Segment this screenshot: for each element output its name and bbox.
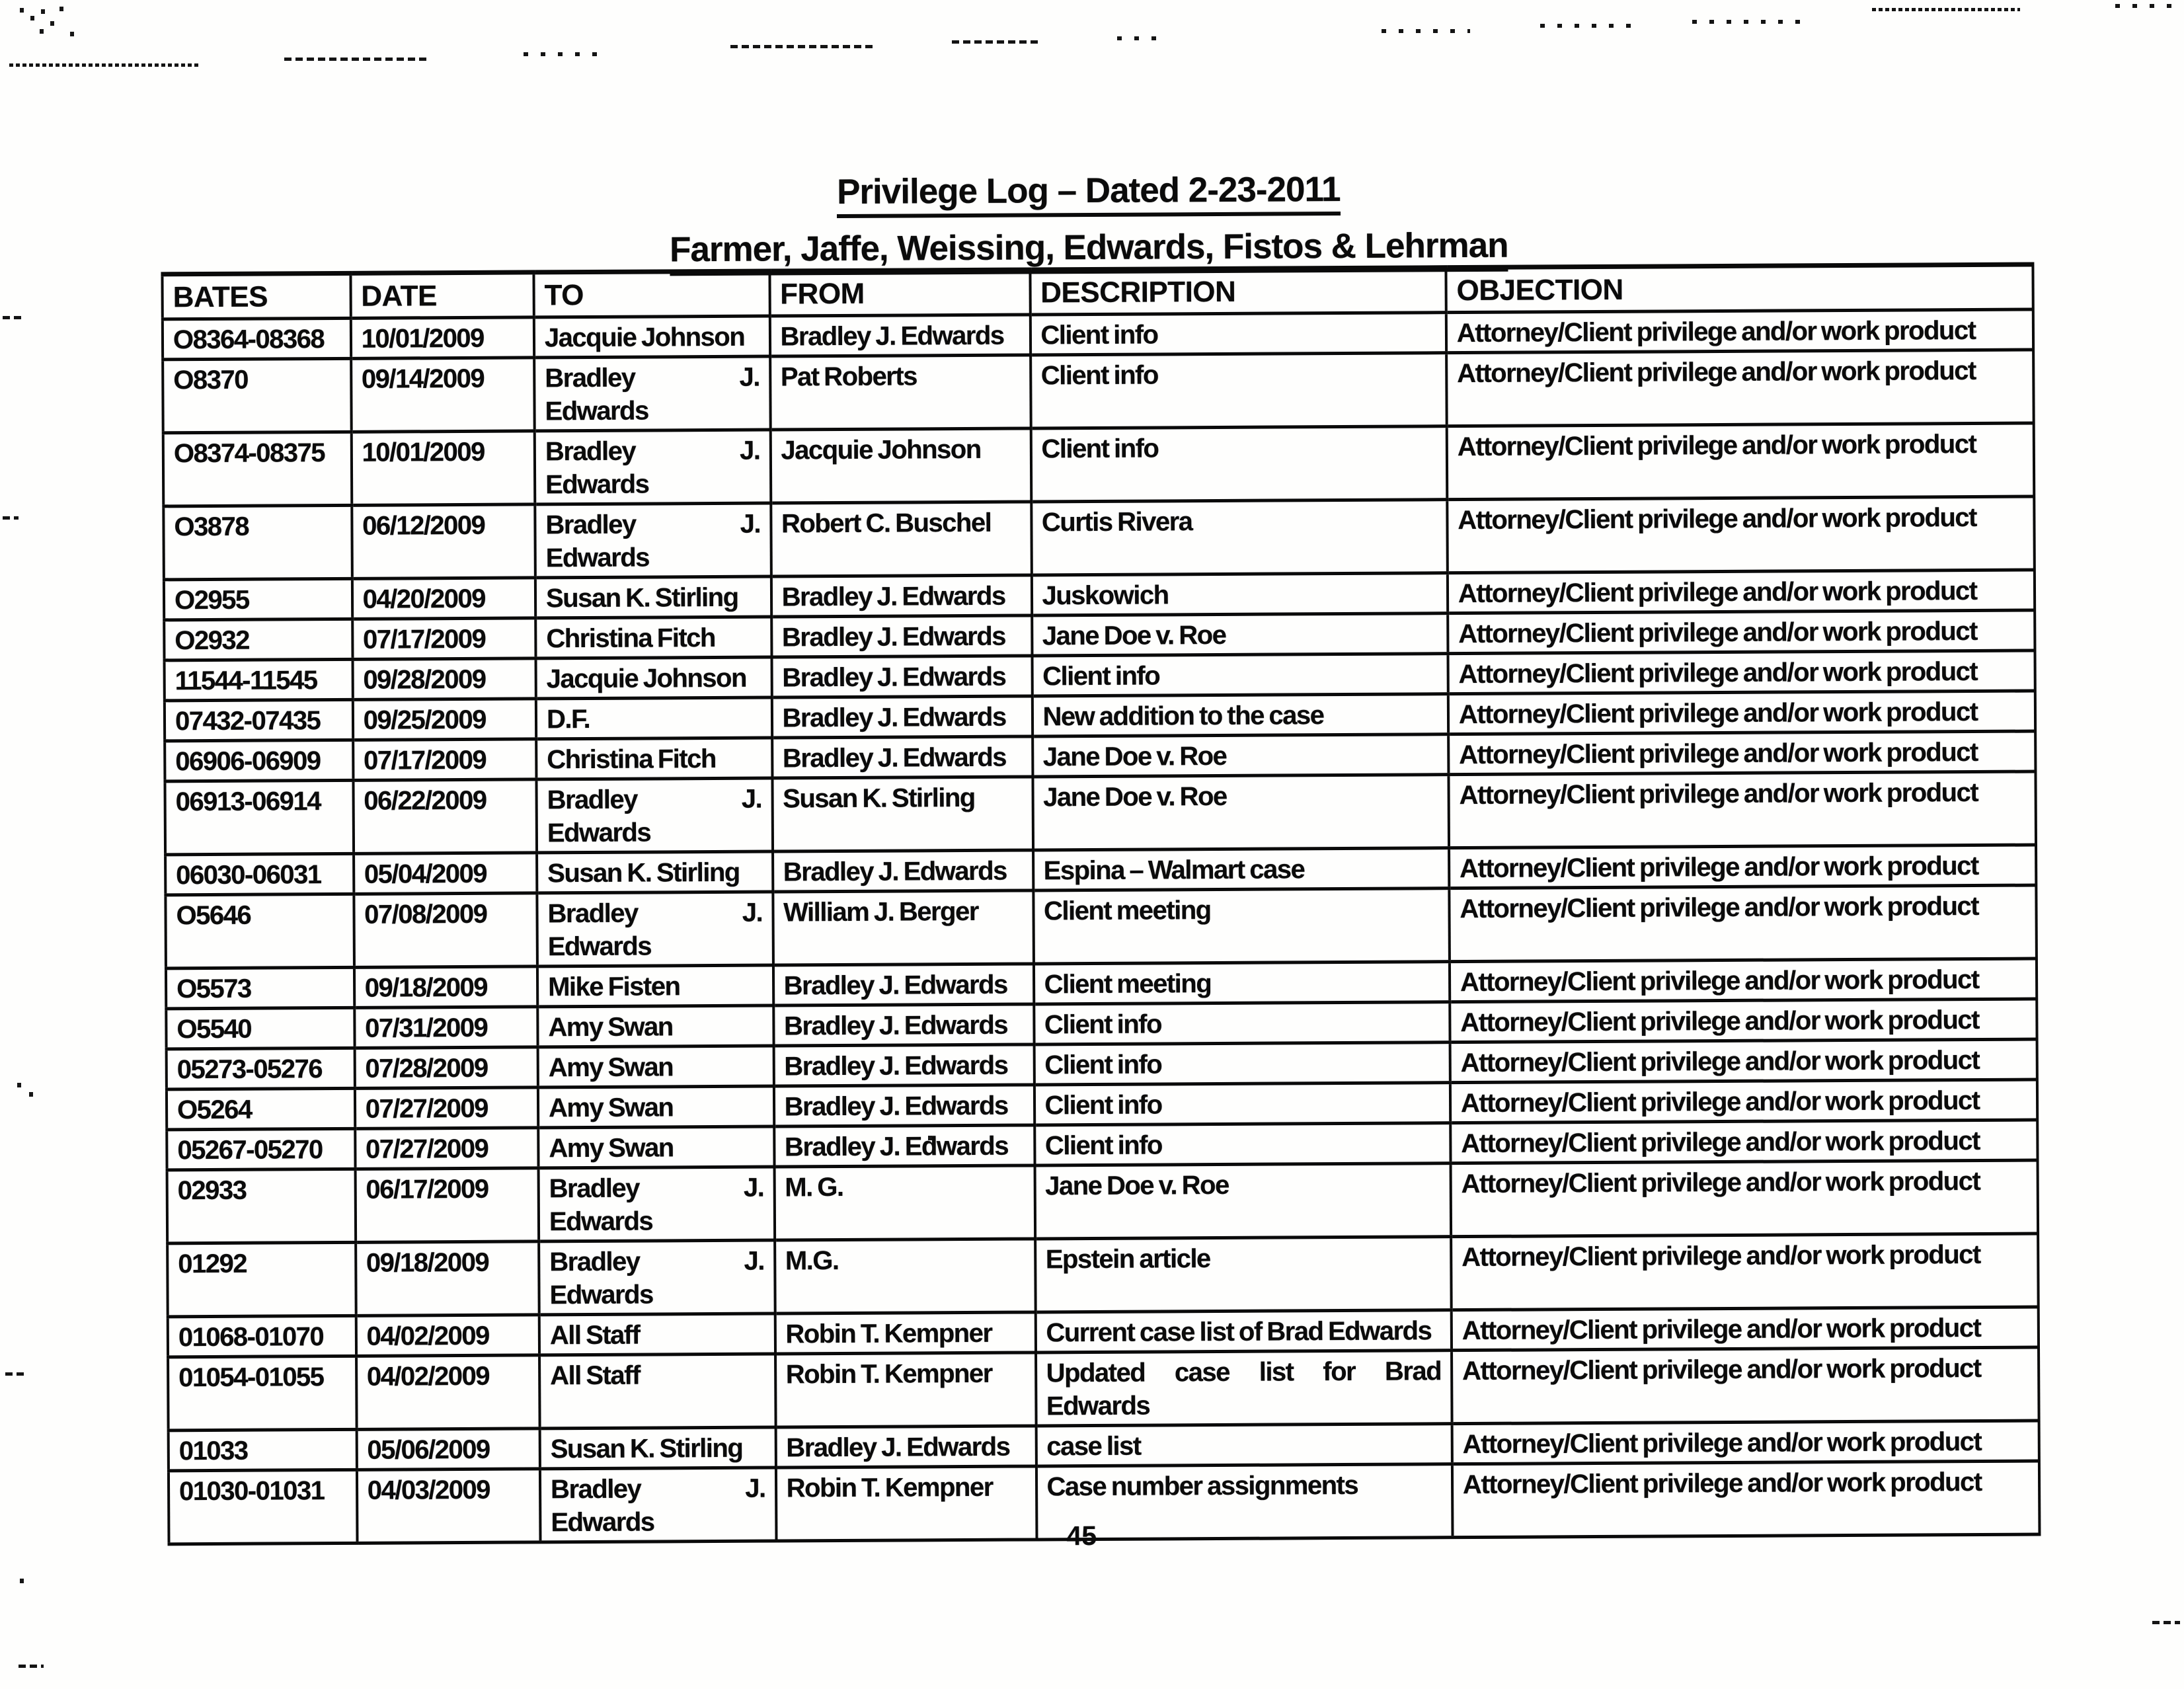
table-row <box>169 1461 2040 1544</box>
cell-date: 07/28/2009 <box>354 1047 538 1088</box>
cell-description: Client info <box>1031 426 1447 502</box>
cell-from: Robin T. Kempner <box>775 1312 1035 1354</box>
cell-date: 07/08/2009 <box>354 893 537 967</box>
cell-to: Amy Swan <box>537 1005 773 1047</box>
cell-to: Bradley J. Edwards <box>537 892 773 966</box>
cell-bates: 01033 <box>169 1429 357 1470</box>
cell-date: 05/06/2009 <box>356 1429 540 1470</box>
cell-to: Jacquie Johnson <box>536 657 772 699</box>
cell-objection: Attorney/Client privilege and/or work product <box>1450 999 2037 1042</box>
cell-description: Case number assignments <box>1036 1464 1452 1540</box>
cell-description: Current case list of Brad Edwards <box>1035 1310 1452 1353</box>
table-row <box>167 1160 2039 1243</box>
cell-bates: 05273-05276 <box>167 1048 355 1089</box>
cell-date: 09/14/2009 <box>351 358 535 432</box>
cell-description: Client info <box>1032 654 1448 696</box>
cell-from: M.G. <box>775 1239 1035 1314</box>
cell-from: Bradley J. Edwards <box>769 315 1030 356</box>
column-header-from: FROM <box>769 270 1030 316</box>
cell-to: Christina Fitch <box>535 617 771 658</box>
cell-from: Bradley J. Edwards <box>771 656 1032 697</box>
cell-description: Jane Doe v. Roe <box>1034 1163 1451 1239</box>
cell-bates: O8374-08375 <box>163 432 352 506</box>
privilege-log-table <box>161 262 2041 1546</box>
cell-bates: 01054-01055 <box>168 1356 356 1430</box>
cell-description: Client info <box>1031 353 1447 428</box>
cell-bates: 01030-01031 <box>169 1470 357 1544</box>
cell-from: Bradley J. Edwards <box>773 1044 1034 1086</box>
cell-objection: Attorney/Client privilege and/or work product <box>1450 1120 2037 1163</box>
cell-to: Christina Fitch <box>536 738 772 779</box>
table-row <box>163 496 2035 580</box>
column-header-date: DATE <box>350 272 534 318</box>
cell-to: Susan K. Stirling <box>537 851 773 893</box>
cell-description: Espina – Walmart case <box>1033 848 1450 890</box>
cell-description: Curtis Rivera <box>1031 500 1448 575</box>
cell-objection: Attorney/Client privilege and/or work product <box>1448 691 2035 734</box>
cell-objection: Attorney/Client privilege and/or work product <box>1450 1080 2037 1123</box>
privilege-log-body <box>163 309 2040 1544</box>
cell-from: Robert C. Buschel <box>771 502 1031 576</box>
cell-from: Bradley J. Edwards <box>771 575 1031 617</box>
cell-bates: O5540 <box>166 1007 354 1048</box>
cell-objection: Attorney/Client privilege and/or work product <box>1448 610 2035 654</box>
cell-from: Robin T. Kempner <box>775 1353 1036 1427</box>
cell-date: 09/18/2009 <box>354 966 538 1007</box>
column-header-objection: OBJECTION <box>1446 264 2033 313</box>
cell-bates: O5646 <box>165 894 354 968</box>
table-row <box>165 885 2037 968</box>
cell-to: Amy Swan <box>538 1086 774 1128</box>
cell-from: M. G. <box>774 1165 1034 1240</box>
column-header-bates: BATES <box>162 273 350 319</box>
cell-from: Susan K. Stirling <box>772 777 1033 851</box>
cell-to: Susan K. Stirling <box>535 576 771 618</box>
cell-bates: 05267-05270 <box>167 1128 355 1169</box>
cell-objection: Attorney/Client privilege and/or work product <box>1452 1307 2039 1351</box>
cell-from: Jacquie Johnson <box>770 428 1031 503</box>
cell-bates: 02933 <box>167 1169 356 1243</box>
cell-from: Bradley J. Edwards <box>775 1426 1036 1468</box>
cell-objection: Attorney/Client privilege and/or work product <box>1450 1160 2038 1237</box>
cell-bates: O8370 <box>163 358 351 432</box>
cell-date: 07/27/2009 <box>355 1087 539 1128</box>
cell-description: Client info <box>1034 1042 1450 1085</box>
cell-date: 04/20/2009 <box>352 578 536 619</box>
cell-bates: 06913-06914 <box>165 780 353 854</box>
cell-date: 09/28/2009 <box>352 658 536 699</box>
table-row <box>168 1347 2039 1431</box>
table-row <box>165 771 2036 855</box>
cell-date: 07/27/2009 <box>355 1128 539 1169</box>
cell-from: Pat Roberts <box>770 355 1031 430</box>
cell-description: Updated case list for Brad Edwards <box>1036 1351 1452 1426</box>
cell-bates: O2932 <box>164 619 352 660</box>
cell-to: Bradley J. Edwards <box>539 1167 775 1241</box>
column-header-to: TO <box>533 271 769 317</box>
cell-date: 04/02/2009 <box>356 1355 540 1429</box>
document-subtitle: Farmer, Jaffe, Weissing, Edwards, Fistos & Lehrman <box>670 225 1508 276</box>
cell-description: Epstein article <box>1035 1237 1452 1312</box>
cell-date: 06/17/2009 <box>355 1168 539 1242</box>
cell-date: 10/01/2009 <box>351 431 535 505</box>
cell-description: Jane Doe v. Roe <box>1033 734 1449 777</box>
document-title-line <box>0 165 2181 222</box>
cell-objection: Attorney/Client privilege and/or work product <box>1446 309 2033 353</box>
cell-to: All Staff <box>539 1354 775 1429</box>
cell-date: 07/17/2009 <box>352 618 536 659</box>
cell-bates: 01292 <box>167 1242 356 1316</box>
cell-objection: Attorney/Client privilege and/or work product <box>1450 1039 2037 1083</box>
table-row <box>163 350 2034 433</box>
cell-from: Bradley J. Edwards <box>774 1085 1034 1126</box>
cell-objection: Attorney/Client privilege and/or work product <box>1452 1461 2040 1538</box>
cell-to: Bradley J. Edwards <box>536 778 772 853</box>
cell-date: 07/17/2009 <box>353 739 537 780</box>
cell-bates: O5573 <box>166 967 354 1008</box>
cell-bates: 01068-01070 <box>168 1316 356 1356</box>
cell-to: Mike Fisten <box>537 965 773 1007</box>
cell-to: Jacquie Johnson <box>534 316 770 358</box>
cell-bates: O8364-08368 <box>163 318 351 359</box>
cell-to: Bradley J. Edwards <box>534 356 770 431</box>
cell-from: Bradley J. Edwards <box>774 1125 1034 1167</box>
cell-date: 04/02/2009 <box>356 1315 539 1356</box>
cell-to: D.F. <box>536 697 772 739</box>
cell-date: 09/18/2009 <box>356 1241 539 1316</box>
cell-objection: Attorney/Client privilege and/or work product <box>1447 423 2035 500</box>
cell-date: 06/12/2009 <box>352 504 535 578</box>
cell-description: Client info <box>1034 1083 1450 1125</box>
cell-to: Amy Swan <box>538 1046 774 1087</box>
cell-description: case list <box>1036 1424 1452 1466</box>
cell-date: 09/25/2009 <box>353 699 537 740</box>
cell-to: Amy Swan <box>538 1126 774 1168</box>
cell-objection: Attorney/Client privilege and/or work product <box>1448 650 2035 694</box>
cell-bates: 06906-06909 <box>165 740 353 781</box>
cell-date: 07/31/2009 <box>354 1007 538 1048</box>
cell-objection: Attorney/Client privilege and/or work product <box>1446 350 2034 426</box>
cell-bates: 07432-07435 <box>165 699 353 740</box>
cell-bates: 11544-11545 <box>165 659 353 700</box>
cell-description: Client meeting <box>1033 888 1450 964</box>
cell-from: William J. Berger <box>773 890 1033 965</box>
cell-description: New addition to the case <box>1032 694 1448 736</box>
cell-description: Client info <box>1030 313 1446 355</box>
cell-from: Bradley J. Edwards <box>771 615 1032 657</box>
cell-bates: O2955 <box>164 578 352 619</box>
cell-description: Client info <box>1034 1002 1450 1044</box>
cell-date: 10/01/2009 <box>351 317 535 358</box>
cell-objection: Attorney/Client privilege and/or work product <box>1448 771 2036 848</box>
cell-from: Bradley J. Edwards <box>772 736 1033 778</box>
cell-objection: Attorney/Client privilege and/or work product <box>1450 959 2037 1002</box>
cell-to: Bradley J. Edwards <box>540 1468 776 1542</box>
cell-objection: Attorney/Client privilege and/or work product <box>1449 885 2037 962</box>
page-number: 45 <box>1066 1520 1097 1552</box>
cell-from: Bradley J. Edwards <box>773 1004 1034 1046</box>
cell-objection: Attorney/Client privilege and/or work product <box>1448 731 2035 775</box>
cell-date: 06/22/2009 <box>353 779 537 853</box>
cell-from: Bradley J. Edwards <box>771 696 1032 738</box>
cell-objection: Attorney/Client privilege and/or work product <box>1448 570 2035 613</box>
cell-to: All Staff <box>539 1314 775 1355</box>
cell-bates: O3878 <box>163 505 352 579</box>
cell-objection: Attorney/Client privilege and/or work product <box>1449 845 2036 888</box>
cell-bates: O5264 <box>167 1088 355 1129</box>
cell-bates: 06030-06031 <box>165 853 354 894</box>
document-title: Privilege Log – Dated 2-23-2011 <box>837 169 1341 218</box>
cell-date: 04/03/2009 <box>357 1469 541 1543</box>
cell-description: Jane Doe v. Roe <box>1033 775 1449 850</box>
cell-to: Bradley J. Edwards <box>535 430 771 504</box>
cell-to: Bradley J. Edwards <box>539 1240 775 1315</box>
cell-objection: Attorney/Client privilege and/or work product <box>1451 1234 2039 1310</box>
cell-description: Juskowich <box>1031 573 1448 615</box>
cell-from: Bradley J. Edwards <box>773 850 1033 892</box>
cell-objection: Attorney/Client privilege and/or work product <box>1452 1347 2039 1424</box>
cell-objection: Attorney/Client privilege and/or work product <box>1452 1421 2039 1464</box>
cell-from: Bradley J. Edwards <box>773 964 1034 1005</box>
cell-description: Client info <box>1034 1123 1451 1165</box>
cell-to: Bradley J. Edwards <box>535 503 771 578</box>
cell-date: 05/04/2009 <box>354 853 537 894</box>
cell-from: Robin T. Kempner <box>776 1466 1036 1541</box>
cell-description: Client meeting <box>1033 962 1450 1004</box>
column-header-description: DESCRIPTION <box>1030 268 1446 315</box>
table-row <box>163 423 2035 506</box>
cell-description: Jane Doe v. Roe <box>1032 613 1448 656</box>
cell-to: Susan K. Stirling <box>540 1427 776 1469</box>
table-row <box>167 1234 2039 1317</box>
cell-objection: Attorney/Client privilege and/or work product <box>1447 496 2035 573</box>
